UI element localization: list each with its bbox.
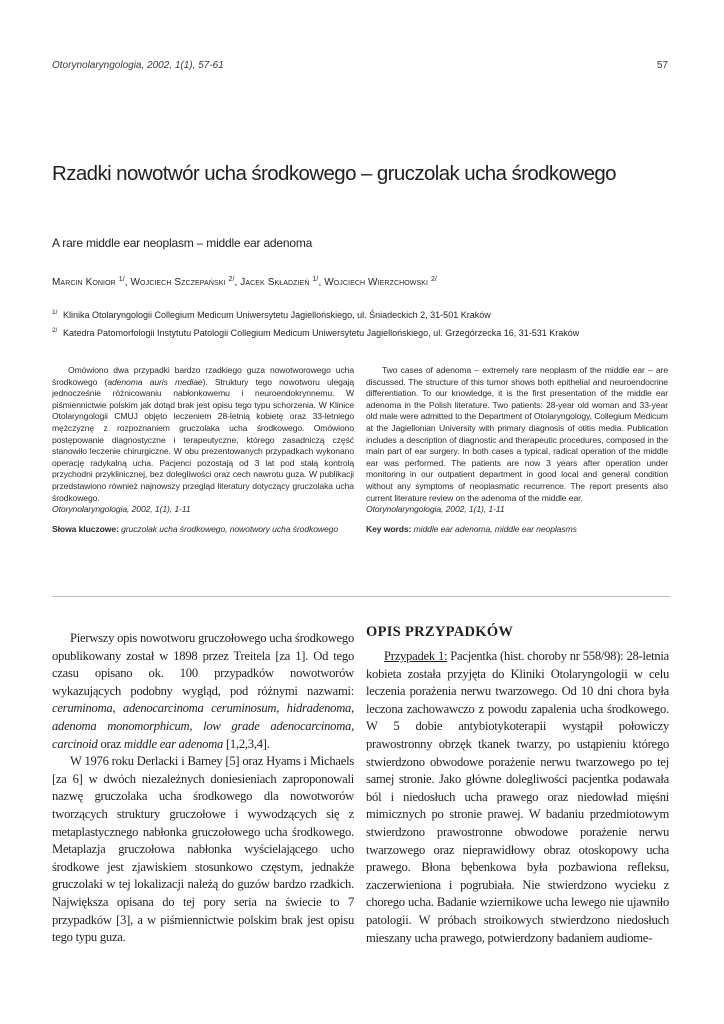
affiliation-line (52, 305, 579, 323)
author-list (52, 276, 437, 288)
author-affiliation-mark: 2/ (228, 276, 235, 283)
article-title-pl: Rzadki nowotwór ucha środkowego – gruczolak ucha środkowego (52, 162, 616, 185)
abstract-pl-citation: Otorynolaryngologia, 2002, 1(1), 1-11 (52, 504, 191, 515)
author-affiliation-mark: 1/ (118, 276, 125, 283)
keywords-pl-label: Słowa kluczowe: (52, 523, 119, 534)
affiliation-mark: 2/ (52, 327, 58, 334)
author-name: Wojciech Wierzchowski (324, 277, 429, 288)
keywords-en-text: middle ear adenoma, middle ear neoplasms (413, 523, 577, 534)
affiliation-text: Klinika Otolaryngologii Collegium Medicum Uniwersytetu Jagiellońskiego, ul. Śniadeckich 2, 31-501 Kraków (63, 310, 491, 320)
author-affiliation-mark: 1/ (312, 276, 319, 283)
body-column-right (366, 622, 669, 947)
keywords-en-label: Key words: (366, 523, 412, 534)
affiliation-text: Katedra Patomorfologii Instytutu Patologii Collegium Medicum Uniwersytetu Jagiellońskiego, ul. Grzegórzecka 16, 31-531 Kraków (63, 328, 580, 338)
author-name: Marcin Konior (52, 277, 116, 288)
divider-rule (52, 596, 670, 597)
affiliations (52, 305, 579, 341)
body-column-left (52, 630, 354, 947)
abstract-pl-text: Omówiono dwa przypadki bardzo rzadkiego guza nowotworowego ucha środkowego ( (52, 365, 354, 387)
abstract-pl (52, 365, 354, 535)
author-separator: , (318, 277, 325, 288)
section-heading: OPIS PRZYPADKÓW (366, 624, 514, 640)
keywords-pl-text: gruczolak ucha środkowego, nowotwory ucha środkowego (121, 523, 339, 534)
body-paragraph: Pierwszy opis nowotworu gruczołowego ucha środkowego opublikowany został w 1898 przez Treitela [za 1]. Od tego czasu opisano ok. 100 przypadków nowotworów wykazujących podobny wygląd, pod różnymi nazwami: ceruminoma, adenocarcinoma ceruminosum, hidradenoma, adenoma monomorphicum, low grade adenocarcinoma, carcinoid oraz middle ear adenoma [1,2,3,4]. (52, 631, 354, 751)
author-affiliation-mark: 2/ (430, 276, 438, 283)
affiliation-line (52, 323, 579, 341)
abstract-pl-text: ). Struktury tego nowotworu ulegają jednocześnie różnicowaniu nabłonkowemu i neuroendokrynnemu. W piśmiennictwie polskim jak dotąd brak jest opisu tego typu schorzenia. W Klinice Otolaryngologii CMUJ objęto leczeniem 28-letnią kobietę oraz 33-letniego mężczyznę z rozpoznaniem gruczolaka ucha środkowego. Omówiono postępowanie diagnostyczne i terapeutyczne, którego zasadniczą część stanowiło leczenie chirurgiczne. W obu prezentowanych przypadkach wykonano operację radykalną ucha. Pacjenci pozostają od 3 lat pod stałą kontrolą przychodni przyklinicznej, bez dolegliwości oraz cech nawrotu guza. W publikacji przedstawiono również najnowszy przegląd literatury dotyczący gruczolaka ucha środkowego. (52, 376, 354, 503)
body-paragraph: W 1976 roku Derlacki i Barney [5] oraz Hyams i Michaels [za 6] w dwóch niezależnych doniesieniach zaproponowali nazwę gruczolaka ucha środkowego dla nowotworów tworzących struktury gruczołowe i wywodzących się z metaplastycznego nabłonka gruczołowego ucha środkowego. Metaplazja gruczołowa nabłonka wyścielającego ucho środkowe jest zjawiskiem stosunkowo częstym, jednakże gruczolaki w tej lokalizacji należą do guzów bardzo rzadkich. Największa opisana do tej pory seria na świecie to 7 przypadków [3], a w piśmiennictwie polskim brak jest opisu tego typu guza. (52, 754, 354, 945)
body-paragraph: Przypadek 1: Pacjentka (hist. choroby nr 558/98): 28-letnia kobieta została przyjęta do Kliniki Otolaryngologii w celu leczenia porażenia nerwu twarzowego. Od 10 dni chora była leczona zachowawczo z powodu zapalenia ucha środkowego. W 5 dobie antybiotykoterapii wystąpił połowiczy prawostronny obrzęk tkanek twarzy, po ustąpieniu którego stwierdzono obwodowe porażenie nerwu twarzowego po tej samej stronie. Jako główne dolegliwości pacjentka podawała ból i niedosłuch ucha prawego oraz niedowład mięśni mimicznych po stronie prawej. W badaniu przedmiotowym stwierdzono prawostronne obwodowe porażenie nerwu twarzowego oraz nieprawidłowy obraz otoskopowy ucha prawego. Błona bębenkowa była pozbawiona refleksu, zaczerwieniona i pogrubiała. Nie stwierdzono wycieku z chorego ucha. Badanie wziernikowe ucha lewego nie ujawniło patologii. W próbach stroikowych stwierdzono niedosłuch mieszany ucha prawego, potwierdzony badaniem audiome- (366, 649, 669, 945)
abstract-en-citation: Otorynolaryngologia, 2002, 1(1), 1-11 (366, 504, 505, 515)
author-separator: , (234, 277, 241, 288)
author-name: Jacek Składzień (240, 277, 310, 288)
author-name: Wojciech Szczepański (130, 277, 226, 288)
abstract-pl-term: adenoma auris mediae (107, 376, 203, 387)
article-title-en: A rare middle ear neoplasm – middle ear adenoma (52, 236, 313, 250)
affiliation-mark: 1/ (52, 309, 58, 316)
author-separator: , (124, 277, 131, 288)
case-label: Przypadek 1: (384, 649, 448, 663)
keywords-en (366, 524, 668, 536)
abstract-en (366, 365, 668, 535)
abstract-en-text: Two cases of adenoma – extremely rare neoplasm of the middle ear – are discussed. The structure of this tumor shows both epithelial and neuroendocrine differentiation. To our knowledge, it is the first presentation of the middle ear adenoma in the Polish literature. Two patients: 28-year old woman and 33-year old male were admitted to the Department of Otolaryngology, Collegium Medicum at the Jagiellonian University with primary diagnosis of otitis media. Publication includes a description of diagnostic and therapeutic procedures, composed in the main part of ear surgery. In both cases a typical, radical operation of the middle ear was performed. The patients are now 3 years after operation under monitoring in our outpatient department in good local and general condition without any symptoms of neoplasmatic recurrence. The report presents also current literature review on the adenoma of the middle ear. (366, 365, 668, 503)
running-head: Otorynolaryngologia, 2002, 1(1), 57-61 (52, 60, 224, 71)
keywords-pl (52, 524, 354, 536)
page-number: 57 (656, 60, 668, 71)
